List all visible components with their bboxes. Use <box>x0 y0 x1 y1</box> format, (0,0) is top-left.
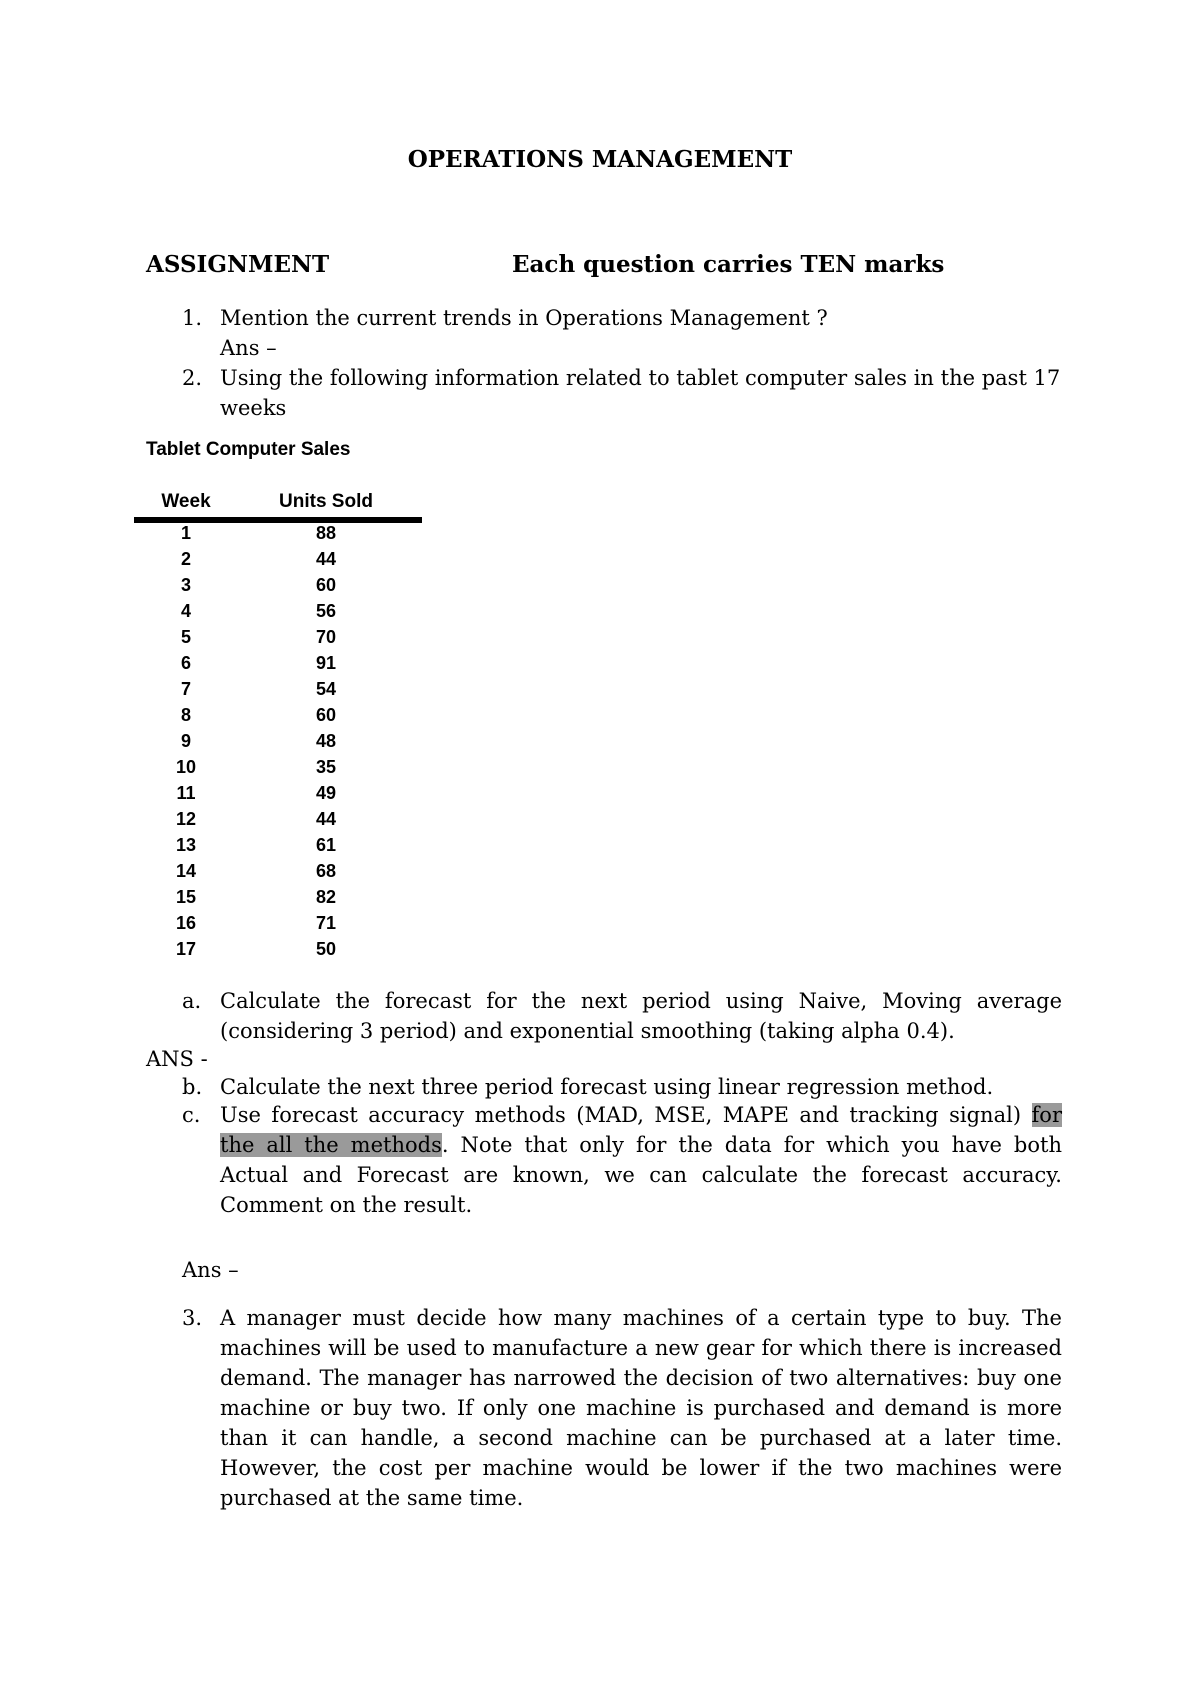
table-cell-units: 48 <box>315 731 337 751</box>
table-cell-units: 82 <box>315 887 337 907</box>
table-cell-units: 61 <box>315 835 337 855</box>
table-cell-units: 71 <box>315 913 337 933</box>
table-row <box>146 702 426 728</box>
q1-answer-label: Ans – <box>220 336 277 360</box>
table-cell-units: 54 <box>315 679 337 699</box>
table-cell-units: 50 <box>315 939 337 959</box>
table-cell-week: 7 <box>180 679 191 699</box>
table-cell-week: 6 <box>180 653 191 673</box>
table-cell-units: 68 <box>315 861 337 881</box>
table-row <box>146 728 426 754</box>
table-cell-week: 13 <box>175 835 197 855</box>
table-row <box>146 780 426 806</box>
ans-c-label: Ans – <box>182 1258 239 1282</box>
table-row <box>146 806 426 832</box>
table-cell-week: 10 <box>175 757 197 777</box>
table-title: Tablet Computer Sales <box>146 439 351 460</box>
table-cell-week: 16 <box>175 913 197 933</box>
table-cell-units: 44 <box>315 549 337 569</box>
table-row <box>146 624 426 650</box>
table-row <box>146 910 426 936</box>
page-title: OPERATIONS MANAGEMENT <box>407 146 793 173</box>
table-cell-week: 3 <box>180 575 191 595</box>
table-row <box>146 598 426 624</box>
part-a-label: a. <box>182 989 202 1013</box>
table-header-week: Week <box>161 491 211 512</box>
table-cell-units: 60 <box>315 705 337 725</box>
table-row <box>146 676 426 702</box>
table-cell-units: 49 <box>315 783 337 803</box>
table-cell-week: 1 <box>180 523 191 543</box>
table-row <box>146 520 426 546</box>
table-cell-units: 91 <box>315 653 337 673</box>
q1-number: 1. <box>182 306 203 330</box>
part-c-label: c. <box>182 1103 201 1127</box>
part-c-text-start: Use forecast accuracy methods (MAD, MSE, MAPE and tracking signal) <box>220 1103 1032 1127</box>
q3-text: A manager must decide how many machines of a certain type to buy. The machines will be used to manufacture a new gear for which there is increased demand. The manager has narrowed the decision of two alternatives: buy one machine or buy two. If only one machine is purchased and demand is more than it can handle, a second machine can be purchased at a later time. However, the cost per machine would be lower if the two machines were purchased at the same time. <box>220 1306 1062 1510</box>
table-cell-units: 44 <box>315 809 337 829</box>
marks-note: Each question carries TEN marks <box>512 251 945 278</box>
part-c-highlight: for the all the methods <box>220 1103 1062 1157</box>
part-c-text <box>220 1100 1062 1220</box>
table-cell-week: 14 <box>175 861 197 881</box>
q2-text-line1: Using the following information related to tablet computer sales in the past 17 <box>220 366 1061 390</box>
table-cell-week: 4 <box>180 601 191 621</box>
table-header-units: Units Sold <box>279 491 373 512</box>
table-cell-units: 88 <box>315 523 337 543</box>
table-row <box>146 650 426 676</box>
table-cell-week: 8 <box>180 705 191 725</box>
table-cell-units: 35 <box>315 757 337 777</box>
q2-text-line2: weeks <box>220 396 287 420</box>
table-row <box>146 936 426 962</box>
table-cell-week: 9 <box>180 731 191 751</box>
table-row <box>146 858 426 884</box>
table-cell-week: 2 <box>180 549 191 569</box>
table-cell-units: 56 <box>315 601 337 621</box>
part-c-text-end: . Note that only for the data for which you have both Actual and Forecast are known, we can calculate the forecast accuracy. Comment on the result. <box>220 1133 1062 1217</box>
table-row <box>146 832 426 858</box>
table-row <box>146 754 426 780</box>
table-row <box>146 546 426 572</box>
q1-text: Mention the current trends in Operations Management ? <box>220 306 828 330</box>
ans-a-label: ANS - <box>146 1047 208 1071</box>
table-row <box>146 572 426 598</box>
table-cell-week: 15 <box>175 887 197 907</box>
table-cell-units: 60 <box>315 575 337 595</box>
q2-number: 2. <box>182 366 203 390</box>
part-a-text: Calculate the forecast for the next period using Naive, Moving average (considering 3 period) and exponential smoothing (taking alpha 0.4). <box>220 989 1062 1043</box>
sales-table <box>146 520 426 962</box>
table-cell-week: 5 <box>180 627 191 647</box>
assignment-heading: ASSIGNMENT <box>146 251 330 278</box>
part-b-text: Calculate the next three period forecast using linear regression method. <box>220 1075 994 1099</box>
table-cell-week: 17 <box>175 939 197 959</box>
table-cell-week: 11 <box>176 783 196 803</box>
table-cell-units: 70 <box>315 627 337 647</box>
q3-number: 3. <box>182 1306 203 1330</box>
table-cell-week: 12 <box>175 809 197 829</box>
part-b-label: b. <box>182 1075 203 1099</box>
table-row <box>146 884 426 910</box>
